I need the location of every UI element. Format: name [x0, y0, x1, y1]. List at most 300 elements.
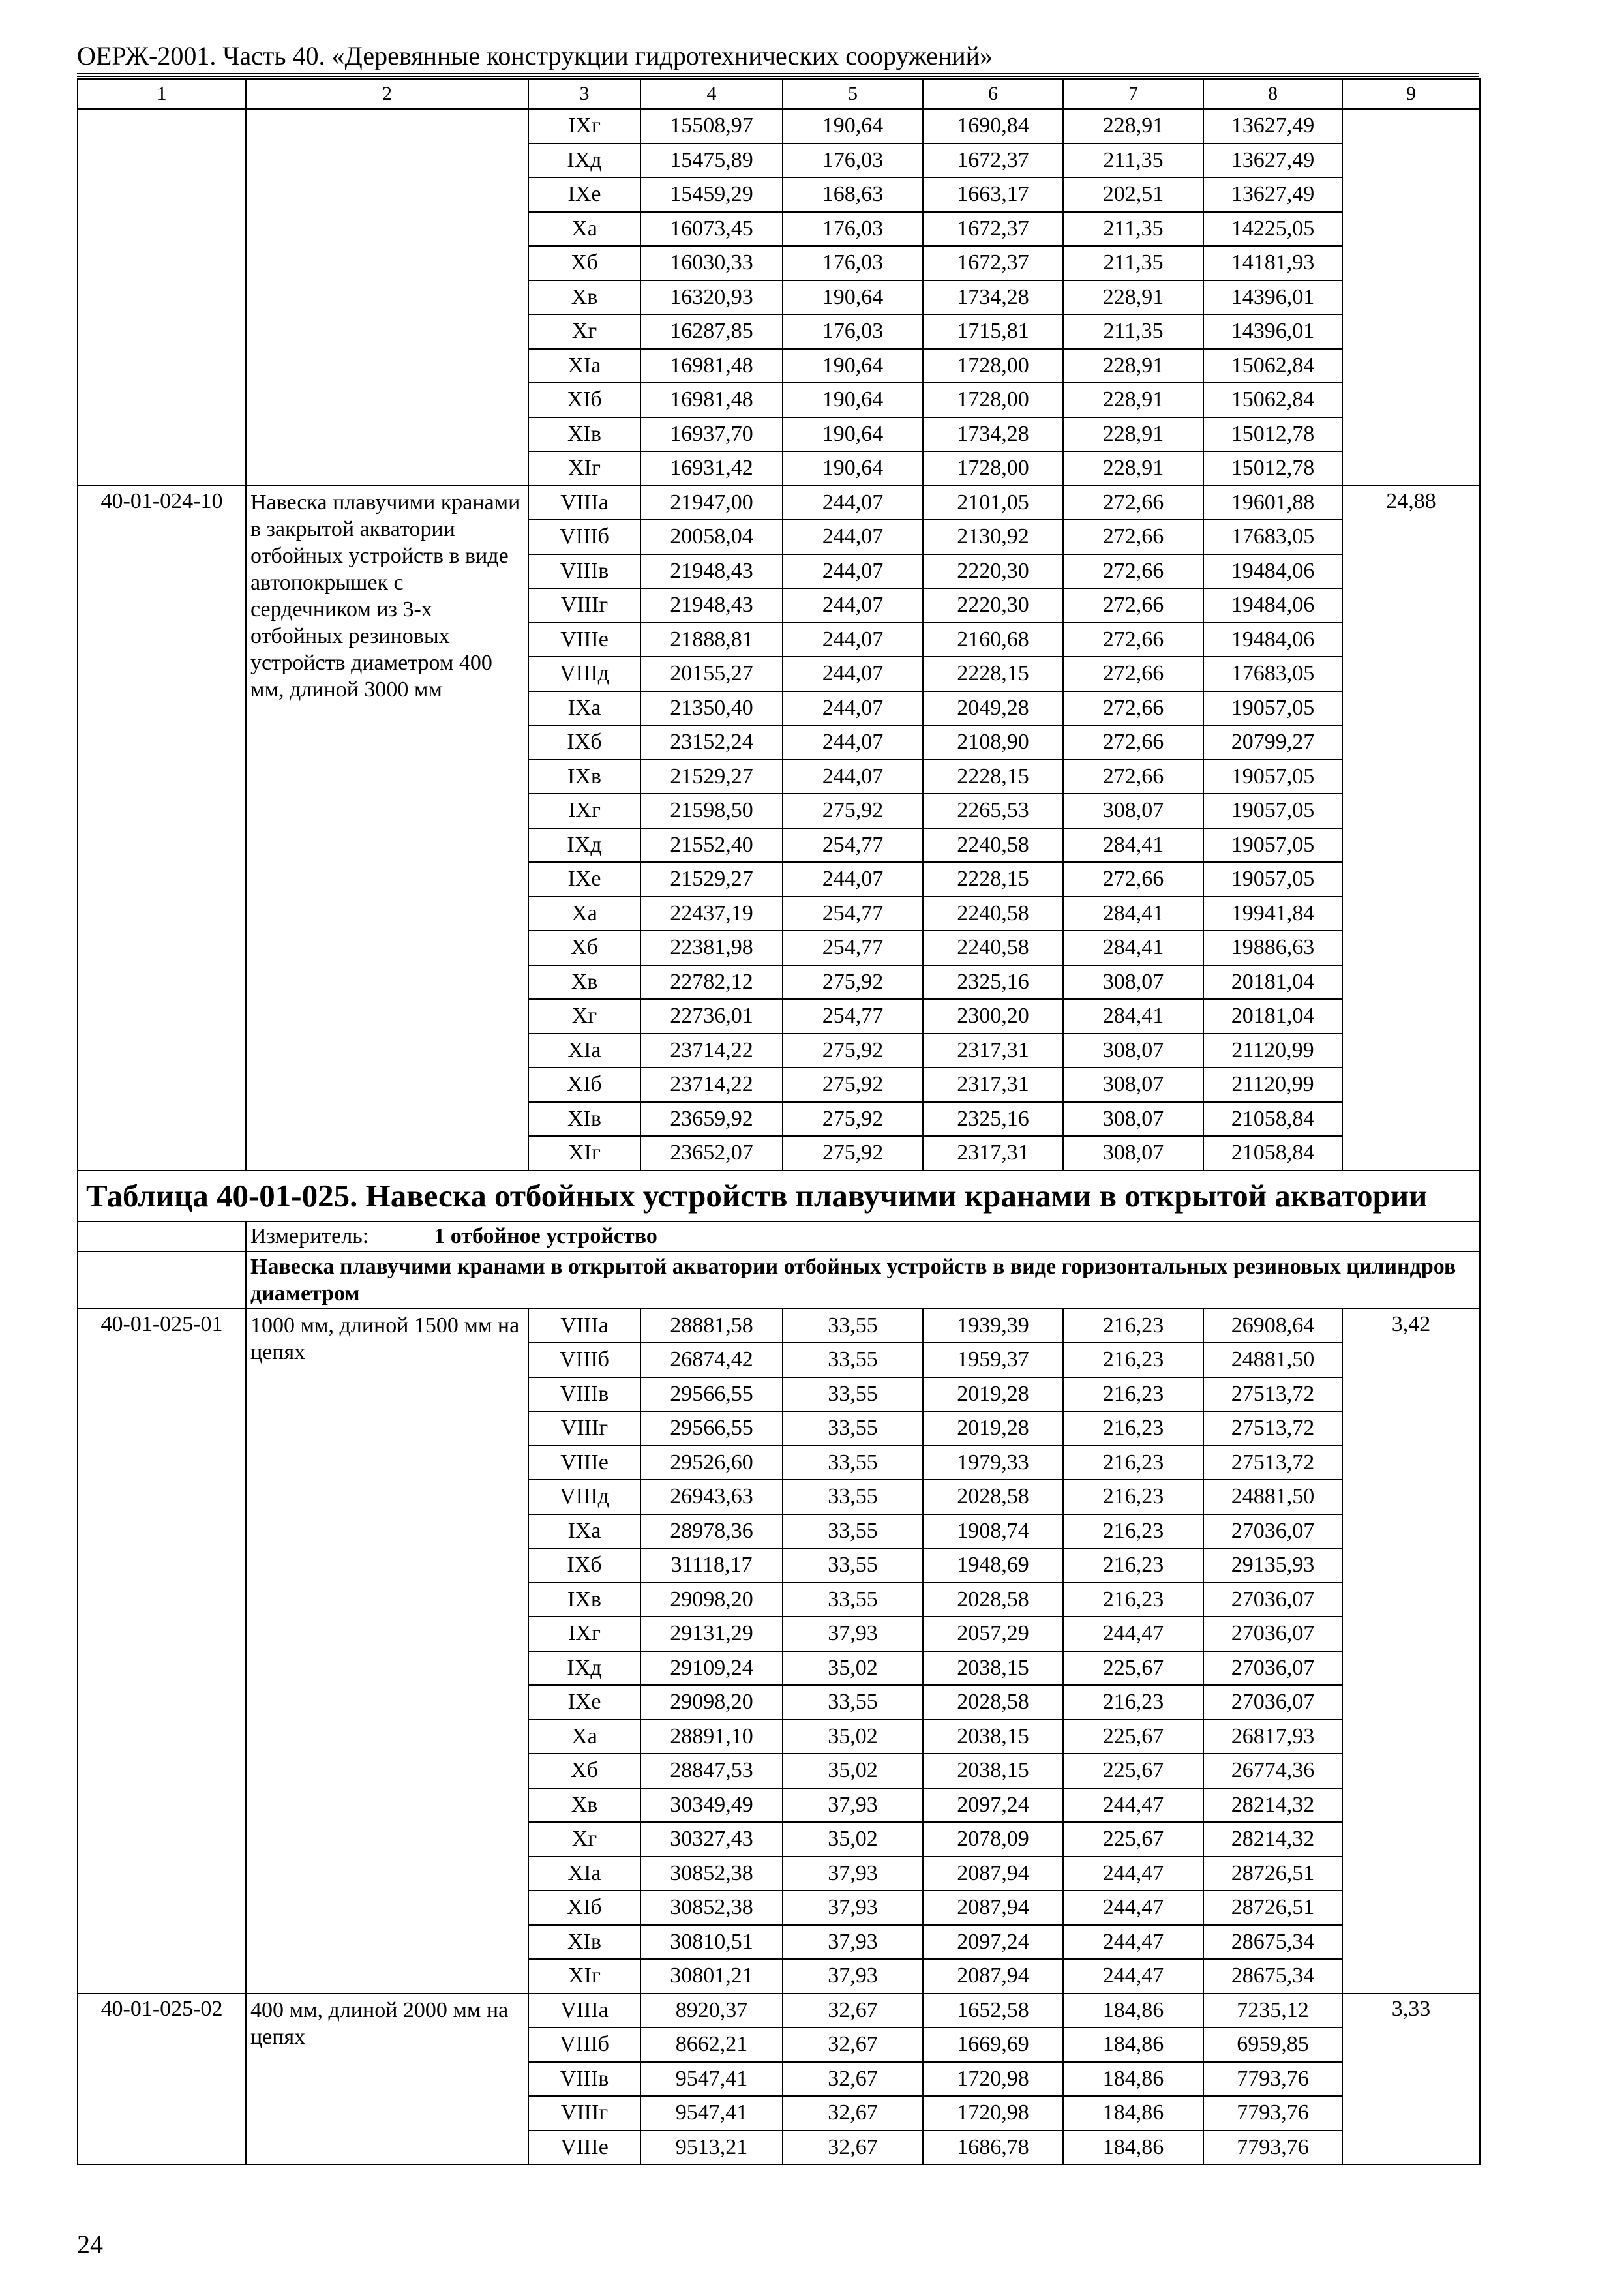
value-cell: 2300,20	[923, 999, 1063, 1034]
value-cell: 184,86	[1063, 1994, 1203, 2028]
value-cell: 28891,10	[640, 1720, 783, 1754]
zone-cell: XIг	[528, 451, 640, 486]
value-cell: 1728,00	[923, 383, 1063, 417]
value-cell: 17683,05	[1203, 657, 1342, 691]
value-cell: 244,07	[783, 588, 923, 623]
value-cell: 26908,64	[1203, 1309, 1342, 1343]
zone-cell: IXа	[528, 691, 640, 726]
value-cell: 37,93	[783, 1857, 923, 1891]
value-cell: 272,66	[1063, 588, 1203, 623]
value-cell: 21529,27	[640, 862, 783, 897]
value-cell: 23652,07	[640, 1136, 783, 1171]
value-cell: 16937,70	[640, 417, 783, 452]
value-cell: 14225,05	[1203, 212, 1342, 247]
value-cell: 216,23	[1063, 1343, 1203, 1377]
value-cell: 1734,28	[923, 417, 1063, 452]
value-cell: 33,55	[783, 1446, 923, 1480]
zone-cell: IXг	[528, 1617, 640, 1651]
value-cell: 13627,49	[1203, 143, 1342, 178]
zone-cell: VIIIе	[528, 623, 640, 657]
zone-cell: VIIIв	[528, 1377, 640, 1412]
table-title-row	[78, 1171, 1480, 1221]
value-cell: 1715,81	[923, 314, 1063, 349]
value-cell: 211,35	[1063, 143, 1203, 178]
value-cell: 1939,39	[923, 1309, 1063, 1343]
value-cell: 2240,58	[923, 931, 1063, 965]
rate-code-cell	[78, 109, 246, 486]
value-cell: 2087,94	[923, 1959, 1063, 1994]
value-cell: 19484,06	[1203, 554, 1342, 589]
value-cell: 2097,24	[923, 1925, 1063, 1960]
value-cell: 20058,04	[640, 520, 783, 554]
value-cell: 275,92	[783, 965, 923, 1000]
rate-description-cell	[246, 109, 528, 486]
section-heading-row	[78, 1251, 1480, 1309]
value-cell: 184,86	[1063, 2096, 1203, 2131]
value-cell: 29135,93	[1203, 1548, 1342, 1583]
value-cell: 15062,84	[1203, 383, 1342, 417]
value-cell: 14396,01	[1203, 314, 1342, 349]
zone-cell: IXе	[528, 1685, 640, 1720]
value-cell: 225,67	[1063, 1754, 1203, 1788]
value-cell: 2028,58	[923, 1583, 1063, 1617]
value-cell: 228,91	[1063, 451, 1203, 486]
column-number: 4	[640, 79, 783, 109]
value-cell: 1690,84	[923, 109, 1063, 143]
value-cell: 190,64	[783, 451, 923, 486]
table-row	[78, 486, 1480, 520]
value-cell: 211,35	[1063, 314, 1203, 349]
zone-cell: XIб	[528, 383, 640, 417]
value-cell: 244,07	[783, 862, 923, 897]
value-cell: 275,92	[783, 1102, 923, 1137]
coefficient-cell: 24,88	[1342, 486, 1480, 1171]
value-cell: 35,02	[783, 1754, 923, 1788]
coefficient-cell	[1342, 109, 1480, 486]
value-cell: 33,55	[783, 1309, 923, 1343]
value-cell: 37,93	[783, 1925, 923, 1960]
zone-cell: IXа	[528, 1514, 640, 1549]
value-cell: 1948,69	[923, 1548, 1063, 1583]
value-cell: 1652,58	[923, 1994, 1063, 2028]
zone-cell: XIа	[528, 349, 640, 383]
value-cell: 17683,05	[1203, 520, 1342, 554]
value-cell: 244,07	[783, 623, 923, 657]
value-cell: 2019,28	[923, 1411, 1063, 1446]
value-cell: 37,93	[783, 1788, 923, 1823]
value-cell: 1734,28	[923, 280, 1063, 315]
value-cell: 2228,15	[923, 862, 1063, 897]
value-cell: 225,67	[1063, 1822, 1203, 1857]
zone-cell: IXв	[528, 1583, 640, 1617]
value-cell: 22437,19	[640, 897, 783, 931]
value-cell: 7793,76	[1203, 2096, 1342, 2131]
value-cell: 9547,41	[640, 2062, 783, 2097]
value-cell: 216,23	[1063, 1411, 1203, 1446]
value-cell: 216,23	[1063, 1480, 1203, 1514]
zone-cell: Xа	[528, 897, 640, 931]
value-cell: 8920,37	[640, 1994, 783, 2028]
value-cell: 228,91	[1063, 417, 1203, 452]
value-cell: 15062,84	[1203, 349, 1342, 383]
value-cell: 2130,92	[923, 520, 1063, 554]
value-cell: 21120,99	[1203, 1034, 1342, 1068]
value-cell: 2317,31	[923, 1068, 1063, 1102]
value-cell: 2317,31	[923, 1034, 1063, 1068]
value-cell: 7793,76	[1203, 2131, 1342, 2165]
value-cell: 2317,31	[923, 1136, 1063, 1171]
value-cell: 16981,48	[640, 383, 783, 417]
value-cell: 2220,30	[923, 588, 1063, 623]
zone-cell: IXд	[528, 828, 640, 863]
value-cell: 216,23	[1063, 1583, 1203, 1617]
column-number: 6	[923, 79, 1063, 109]
value-cell: 1686,78	[923, 2131, 1063, 2165]
zone-cell: XIв	[528, 1925, 640, 1960]
column-number: 2	[246, 79, 528, 109]
value-cell: 22782,12	[640, 965, 783, 1000]
rate-description-cell: 1000 мм, длиной 1500 мм на цепях	[246, 1309, 528, 1994]
value-cell: 254,77	[783, 999, 923, 1034]
value-cell: 275,92	[783, 1136, 923, 1171]
value-cell: 272,66	[1063, 760, 1203, 794]
value-cell: 27513,72	[1203, 1377, 1342, 1412]
table-title: Таблица 40-01-025. Навеска отбойных устройств плавучими кранами в открытой акватории	[78, 1171, 1480, 1221]
zone-cell: XIв	[528, 417, 640, 452]
rate-description-cell: Навеска плавучими кранами в закрытой акватории отбойных устройств в виде автопокрышек с сердечником из 3-х отбойных резиновых устройств диаметром 400 мм, длиной 3000 мм	[246, 486, 528, 1171]
value-cell: 27036,07	[1203, 1685, 1342, 1720]
zone-cell: IXб	[528, 725, 640, 760]
value-cell: 184,86	[1063, 2062, 1203, 2097]
zone-cell: Xа	[528, 212, 640, 247]
value-cell: 190,64	[783, 417, 923, 452]
zone-cell: VIIIа	[528, 1994, 640, 2028]
value-cell: 1720,98	[923, 2062, 1063, 2097]
value-cell: 37,93	[783, 1617, 923, 1651]
value-cell: 31118,17	[640, 1548, 783, 1583]
value-cell: 29566,55	[640, 1377, 783, 1412]
value-cell: 21948,43	[640, 554, 783, 589]
value-cell: 19057,05	[1203, 862, 1342, 897]
zone-cell: IXе	[528, 177, 640, 212]
value-cell: 1672,37	[923, 246, 1063, 280]
zone-cell: XIб	[528, 1068, 640, 1102]
value-cell: 308,07	[1063, 1102, 1203, 1137]
value-cell: 30349,49	[640, 1788, 783, 1823]
value-cell: 23659,92	[640, 1102, 783, 1137]
value-cell: 22736,01	[640, 999, 783, 1034]
coefficient-cell: 3,33	[1342, 1994, 1480, 2165]
price-table	[77, 78, 1481, 2165]
value-cell: 33,55	[783, 1548, 923, 1583]
value-cell: 30852,38	[640, 1891, 783, 1925]
value-cell: 2049,28	[923, 691, 1063, 726]
value-cell: 29098,20	[640, 1583, 783, 1617]
zone-cell: VIIIб	[528, 1343, 640, 1377]
value-cell: 2108,90	[923, 725, 1063, 760]
value-cell: 190,64	[783, 349, 923, 383]
rate-code-cell: 40-01-024-10	[78, 486, 246, 1171]
value-cell: 2160,68	[923, 623, 1063, 657]
value-cell: 176,03	[783, 246, 923, 280]
value-cell: 19886,63	[1203, 931, 1342, 965]
value-cell: 1672,37	[923, 212, 1063, 247]
value-cell: 7235,12	[1203, 1994, 1342, 2028]
value-cell: 1979,33	[923, 1446, 1063, 1480]
zone-cell: VIIIб	[528, 520, 640, 554]
value-cell: 13627,49	[1203, 177, 1342, 212]
value-cell: 8662,21	[640, 2027, 783, 2062]
value-cell: 27036,07	[1203, 1583, 1342, 1617]
value-cell: 176,03	[783, 212, 923, 247]
value-cell: 28675,34	[1203, 1959, 1342, 1994]
value-cell: 2240,58	[923, 897, 1063, 931]
value-cell: 284,41	[1063, 828, 1203, 863]
value-cell: 24881,50	[1203, 1343, 1342, 1377]
value-cell: 32,67	[783, 2062, 923, 2097]
zone-cell: IXе	[528, 862, 640, 897]
value-cell: 32,67	[783, 2096, 923, 2131]
value-cell: 19601,88	[1203, 486, 1342, 520]
zone-cell: XIв	[528, 1102, 640, 1137]
value-cell: 190,64	[783, 109, 923, 143]
value-cell: 244,47	[1063, 1857, 1203, 1891]
meter-label: Измеритель:	[250, 1223, 369, 1248]
value-cell: 20181,04	[1203, 965, 1342, 1000]
value-cell: 21948,43	[640, 588, 783, 623]
value-cell: 2325,16	[923, 965, 1063, 1000]
zone-cell: VIIIд	[528, 1480, 640, 1514]
value-cell: 272,66	[1063, 554, 1203, 589]
meter-cell	[246, 1221, 1480, 1251]
value-cell: 244,47	[1063, 1959, 1203, 1994]
value-cell: 27036,07	[1203, 1617, 1342, 1651]
value-cell: 21552,40	[640, 828, 783, 863]
running-header: ОЕРЖ-2001. Часть 40. «Деревянные конструкции гидротехнических сооружений»	[77, 41, 993, 70]
value-cell: 16073,45	[640, 212, 783, 247]
value-cell: 272,66	[1063, 520, 1203, 554]
column-number: 7	[1063, 79, 1203, 109]
value-cell: 16287,85	[640, 314, 783, 349]
value-cell: 35,02	[783, 1822, 923, 1857]
value-cell: 216,23	[1063, 1377, 1203, 1412]
value-cell: 228,91	[1063, 280, 1203, 315]
value-cell: 21888,81	[640, 623, 783, 657]
value-cell: 228,91	[1063, 109, 1203, 143]
value-cell: 15012,78	[1203, 451, 1342, 486]
value-cell: 2078,09	[923, 1822, 1063, 1857]
value-cell: 29566,55	[640, 1411, 783, 1446]
value-cell: 29109,24	[640, 1651, 783, 1686]
value-cell: 254,77	[783, 897, 923, 931]
value-cell: 2038,15	[923, 1754, 1063, 1788]
value-cell: 216,23	[1063, 1685, 1203, 1720]
value-cell: 1720,98	[923, 2096, 1063, 2131]
value-cell: 29131,29	[640, 1617, 783, 1651]
value-cell: 275,92	[783, 1068, 923, 1102]
value-cell: 26774,36	[1203, 1754, 1342, 1788]
value-cell: 13627,49	[1203, 109, 1342, 143]
value-cell: 244,47	[1063, 1891, 1203, 1925]
value-cell: 216,23	[1063, 1514, 1203, 1549]
value-cell: 21120,99	[1203, 1068, 1342, 1102]
page-number: 24	[77, 2230, 103, 2259]
value-cell: 27513,72	[1203, 1411, 1342, 1446]
value-cell: 190,64	[783, 383, 923, 417]
value-cell: 225,67	[1063, 1720, 1203, 1754]
value-cell: 2028,58	[923, 1685, 1063, 1720]
value-cell: 33,55	[783, 1480, 923, 1514]
value-cell: 26943,63	[640, 1480, 783, 1514]
value-cell: 211,35	[1063, 246, 1203, 280]
value-cell: 28726,51	[1203, 1857, 1342, 1891]
value-cell: 2228,15	[923, 657, 1063, 691]
value-cell: 2265,53	[923, 794, 1063, 828]
value-cell: 21598,50	[640, 794, 783, 828]
zone-cell: IXг	[528, 109, 640, 143]
table-row	[78, 109, 1480, 143]
value-cell: 28675,34	[1203, 1925, 1342, 1960]
value-cell: 26874,42	[640, 1343, 783, 1377]
value-cell: 15508,97	[640, 109, 783, 143]
value-cell: 1728,00	[923, 451, 1063, 486]
value-cell: 1669,69	[923, 2027, 1063, 2062]
zone-cell: Xг	[528, 1822, 640, 1857]
value-cell: 16320,93	[640, 280, 783, 315]
rate-description-cell: 400 мм, длиной 2000 мм на цепях	[246, 1994, 528, 2165]
value-cell: 23714,22	[640, 1068, 783, 1102]
value-cell: 28978,36	[640, 1514, 783, 1549]
column-number: 9	[1342, 79, 1480, 109]
value-cell: 33,55	[783, 1377, 923, 1412]
zone-cell: VIIIв	[528, 2062, 640, 2097]
value-cell: 1728,00	[923, 349, 1063, 383]
value-cell: 2087,94	[923, 1857, 1063, 1891]
zone-cell: VIIIг	[528, 2096, 640, 2131]
zone-cell: XIг	[528, 1136, 640, 1171]
zone-cell: VIIIа	[528, 486, 640, 520]
column-number: 8	[1203, 79, 1342, 109]
value-cell: 1908,74	[923, 1514, 1063, 1549]
value-cell: 284,41	[1063, 931, 1203, 965]
value-cell: 228,91	[1063, 383, 1203, 417]
meter-value: 1 отбойное устройство	[434, 1223, 657, 1248]
value-cell: 27036,07	[1203, 1514, 1342, 1549]
value-cell: 28847,53	[640, 1754, 783, 1788]
value-cell: 30852,38	[640, 1857, 783, 1891]
value-cell: 244,07	[783, 725, 923, 760]
value-cell: 284,41	[1063, 999, 1203, 1034]
value-cell: 244,47	[1063, 1617, 1203, 1651]
value-cell: 33,55	[783, 1583, 923, 1617]
section-heading: Навеска плавучими кранами в открытой акватории отбойных устройств в виде горизонтальных резиновых цилиндров диаметром	[246, 1251, 1480, 1309]
value-cell: 35,02	[783, 1651, 923, 1686]
zone-cell: VIIIг	[528, 1411, 640, 1446]
zone-cell: IXб	[528, 1548, 640, 1583]
value-cell: 16030,33	[640, 246, 783, 280]
zone-cell: Xв	[528, 280, 640, 315]
value-cell: 272,66	[1063, 623, 1203, 657]
value-cell: 21350,40	[640, 691, 783, 726]
value-cell: 1663,17	[923, 177, 1063, 212]
value-cell: 20181,04	[1203, 999, 1342, 1034]
value-cell: 28881,58	[640, 1309, 783, 1343]
zone-cell: XIб	[528, 1891, 640, 1925]
value-cell: 272,66	[1063, 862, 1203, 897]
value-cell: 27036,07	[1203, 1651, 1342, 1686]
value-cell: 216,23	[1063, 1446, 1203, 1480]
value-cell: 254,77	[783, 931, 923, 965]
value-cell: 33,55	[783, 1514, 923, 1549]
value-cell: 23714,22	[640, 1034, 783, 1068]
value-cell: 24881,50	[1203, 1480, 1342, 1514]
value-cell: 30327,43	[640, 1822, 783, 1857]
value-cell: 308,07	[1063, 794, 1203, 828]
value-cell: 35,02	[783, 1720, 923, 1754]
zone-cell: Xб	[528, 246, 640, 280]
value-cell: 176,03	[783, 314, 923, 349]
value-cell: 275,92	[783, 794, 923, 828]
value-cell: 15012,78	[1203, 417, 1342, 452]
zone-cell: XIг	[528, 1959, 640, 1994]
value-cell: 308,07	[1063, 1068, 1203, 1102]
value-cell: 308,07	[1063, 965, 1203, 1000]
value-cell: 37,93	[783, 1891, 923, 1925]
value-cell: 244,07	[783, 554, 923, 589]
rate-code-cell: 40-01-025-01	[78, 1309, 246, 1994]
zone-cell: Xв	[528, 1788, 640, 1823]
zone-cell: VIIIе	[528, 2131, 640, 2165]
value-cell: 284,41	[1063, 897, 1203, 931]
value-cell: 184,86	[1063, 2131, 1203, 2165]
header-rule	[77, 73, 1479, 77]
value-cell: 308,07	[1063, 1136, 1203, 1171]
value-cell: 272,66	[1063, 691, 1203, 726]
value-cell: 9547,41	[640, 2096, 783, 2131]
value-cell: 21058,84	[1203, 1136, 1342, 1171]
value-cell: 244,47	[1063, 1925, 1203, 1960]
value-cell: 19057,05	[1203, 691, 1342, 726]
value-cell: 211,35	[1063, 212, 1203, 247]
value-cell: 272,66	[1063, 725, 1203, 760]
value-cell: 244,47	[1063, 1788, 1203, 1823]
coefficient-cell: 3,42	[1342, 1309, 1480, 1994]
value-cell: 244,07	[783, 760, 923, 794]
meter-row	[78, 1221, 1480, 1251]
meter-empty-cell	[78, 1221, 246, 1251]
value-cell: 19057,05	[1203, 794, 1342, 828]
value-cell: 2019,28	[923, 1377, 1063, 1412]
zone-cell: XIа	[528, 1034, 640, 1068]
value-cell: 19941,84	[1203, 897, 1342, 931]
table-row	[78, 1994, 1480, 2028]
value-cell: 19484,06	[1203, 588, 1342, 623]
value-cell: 33,55	[783, 1343, 923, 1377]
value-cell: 2101,05	[923, 486, 1063, 520]
value-cell: 28726,51	[1203, 1891, 1342, 1925]
section-empty-cell	[78, 1251, 246, 1309]
value-cell: 29098,20	[640, 1685, 783, 1720]
value-cell: 26817,93	[1203, 1720, 1342, 1754]
value-cell: 2325,16	[923, 1102, 1063, 1137]
value-cell: 15459,29	[640, 177, 783, 212]
value-cell: 275,92	[783, 1034, 923, 1068]
value-cell: 244,07	[783, 486, 923, 520]
value-cell: 16981,48	[640, 349, 783, 383]
value-cell: 2028,58	[923, 1480, 1063, 1514]
value-cell: 190,64	[783, 280, 923, 315]
zone-cell: VIIIе	[528, 1446, 640, 1480]
